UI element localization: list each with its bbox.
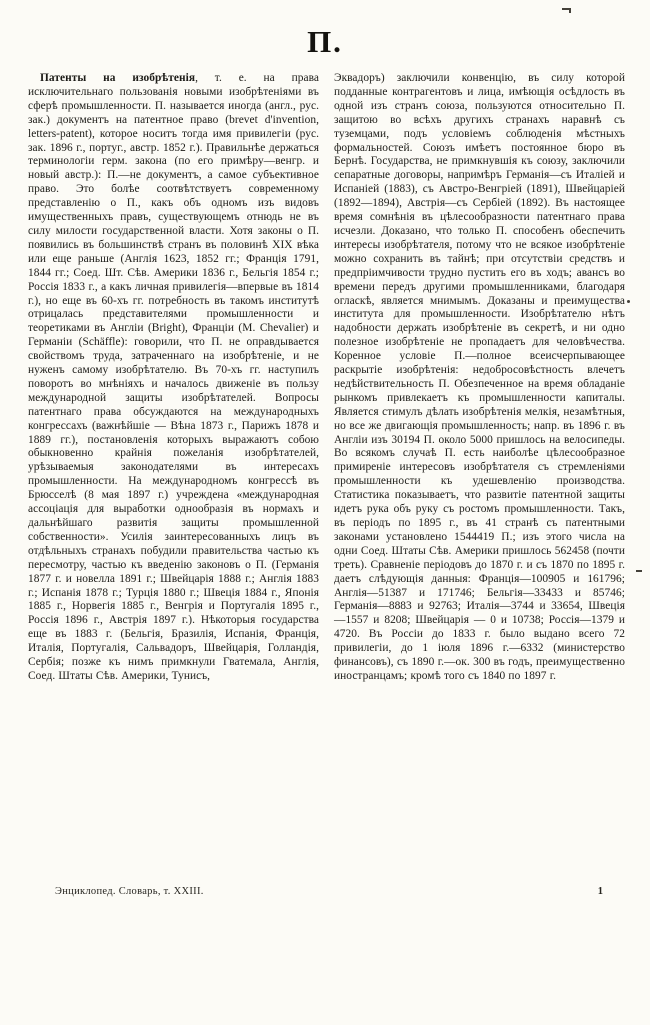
right-column bbox=[334, 72, 625, 684]
scan-artifact-dot bbox=[627, 300, 630, 303]
footer-volume-label: Энциклопед. Словарь, т. XXIII. bbox=[55, 886, 204, 897]
left-column-text: , т. е. на права исключительнаго пользованія новыми изобрѣтеніями въ сферѣ промышленности. П. называется иногда (англ., рус. зак.) документъ на патентное право (brevet d'invention, letters-patent), которое носитъ тогда имя привилегіи (рус. зак. 1896 г., португ., австр. 1852 г.). Правильнѣе держаться терминологіи герм. закона (по его примѣру—венгр. и новый австр.): П.—не документъ, а самое субъективное право. Это болѣе соотвѣтствуетъ современному представленію о П., какъ объ одномъ изъ видовъ имущественныхъ правъ, существующемъ отнюдь не въ силу милости государственной власти. Хотя законы о П. появились въ большинствѣ странъ въ половинѣ XIX вѣка или еще раньше (Англія 1623, 1852 гг.; Франція 1791, 1844 гг.; Соед. Шт. Сѣв. Америки 1836 г., Бельгія 1854 г.; Россія 1833 г., а какъ личная привилегія—впервые въ 1814 г.), но еще въ 60-хъ гг. потребность въ такомъ институтѣ отрицалась представителями промышленности и теоретиками въ Англіи (Bright), Франціи (M. Chevalier) и Германіи (Schäffle): говорили, что П. не оправдывается свойствомъ труда, затраченнаго на изобрѣтеніе, и не нуженъ самому изобрѣтателю. Въ 70-хъ гг. наступилъ поворотъ во мнѣніяхъ и началось движеніе въ пользу международной защиты изобрѣтателей. Вопросы патентнаго права обсуждаются на международныхъ конгрессахъ (важнѣйшіе — Вѣна 1873 г., Парижъ 1878 и 1889 гг.), постановленія которыхъ выражаютъ собою обыкновенно крайнія пожеланія изобрѣтателей, урѣзываемыя законодателями въ интересахъ промышленности. На международномъ конгрессѣ въ Брюсселѣ (8 мая 1897 г.) учреждена «международная ассоціація для выработки однообразія въ нормахъ и дальнѣйшаго развитія защиты промышленной собственности». Усилія заинтересованныхъ лицъ въ отдѣльныхъ странахъ побудили правительства частью къ пересмотру, частью къ введенію законовъ о П. (Германія 1877 г. и новелла 1891 г.; Швейцарія 1888 г.; Англія 1883 г.; Испанія 1878 г.; Турція 1880 г.; Швеція 1884 г., Японія 1885 г., Норвегія 1885 г., Венгрія и Португалія 1895 г., Россія 1896 г., Австрія 1897 г.). Нѣкоторыя государства еще въ 1883 г. (Бельгія, Бразилія, Испанія, Франція, Италія, Португалія, Сальвадоръ, Швейцарія, Голландія, Сербія; позже къ нимъ примкнули Гватемала, Англія, Соед. Штаты Сѣв. Америки, Тунисъ, bbox=[28, 72, 319, 682]
scan-artifact-corner-mark bbox=[562, 8, 571, 10]
footer-page-number: 1 bbox=[597, 886, 603, 897]
scan-artifact-dash bbox=[636, 570, 642, 572]
article-title: Патенты на изобрѣтенія bbox=[40, 72, 196, 84]
article-columns bbox=[0, 60, 650, 684]
left-column bbox=[28, 72, 319, 684]
right-column-text: Эквадоръ) заключили конвенцію, въ силу которой подданные контрагентовъ и лица, имѣющія осѣдлость въ одной изъ странъ союза, пользуются относительно П. защитою во всѣхъ другихъ странахъ наравнѣ съ туземцами, подъ условіемъ соблюденія мѣстныхъ формальностей. Союзъ имѣетъ постоянное бюро въ Бернѣ. Государства, не примкнувшія къ союзу, заключили сепаратные договоры, напримѣръ Германія—съ Италіей и Испаніей (1883), съ Австро-Венгріей (1891), Швейцаріей (1892—1894), Австрія—съ Сербіей (1892). Въ настоящее время сомнѣнія въ цѣлесообразности патентнаго права исчезли. Доказано, что только П. способенъ обеспечить интересы изобрѣтателя, потому что не всякое изобрѣтеніе можно сохранить въ тайнѣ; при отсутствіи средствъ и предпріимчивости трудно пустить его въ ходъ; авансъ во времени передъ другими промышленниками, благодаря огласкѣ, является мнимымъ. Доказаны и преимущества института для промышленности. Изобрѣтателю нѣтъ надобности держать изобрѣтеніе въ секретѣ, и ни одно полезное изобрѣтеніе не пропадаетъ для человѣчества. Коренное условіе П.—полное всеисчерпывающее раскрытіе изобрѣтенія: недобросовѣстность влечетъ недѣйствительность П. Обезпеченное на время обладаніе рынкомъ привлекаетъ къ промышленности капиталы. Является стимулъ дѣлать изобрѣтенія мелкія, незамѣтныя, но все же двигающія промышленность; напр. въ 1896 г. въ Англіи изъ 30194 П. около 5000 пришлось на велосипеды. Во всякомъ случаѣ П. есть наиболѣе цѣлесообразное примиреніе интересовъ изобрѣтателя съ стремленіями промышленности къ удешевленію производства. Статистика показываетъ, что развитіе патентной защиты идетъ рука объ руку съ ростомъ промышленности. Такъ, въ періодъ по 1895 г., въ 41 странѣ съ патентными законами установлено 1544419 П.; изъ этого числа на одни Соед. Штаты Сѣв. Америки пришлось 562458 (почти треть). Сравненіе періодовъ до 1870 г. и съ 1870 по 1895 г. даетъ слѣдующія данныя: Франція—100905 и 161796; Англія—51387 и 171746; Бельгія—33433 и 85746; Германія—8883 и 92763; Италія—3744 и 33654, Швеція —1557 и 8208; Швейцарія — 0 и 10738; Россія—1379 и 4720. Въ Россіи до 1833 г. было выдано всего 72 привилегіи, до 1 іюля 1896 г.—6332 (министерство финансовъ), съ 1890 г.—ок. 300 въ годъ, преимущественно иностранцамъ; кромѣ того съ 1840 по 1897 г. bbox=[334, 72, 625, 682]
section-letter-heading: П. bbox=[307, 24, 343, 59]
